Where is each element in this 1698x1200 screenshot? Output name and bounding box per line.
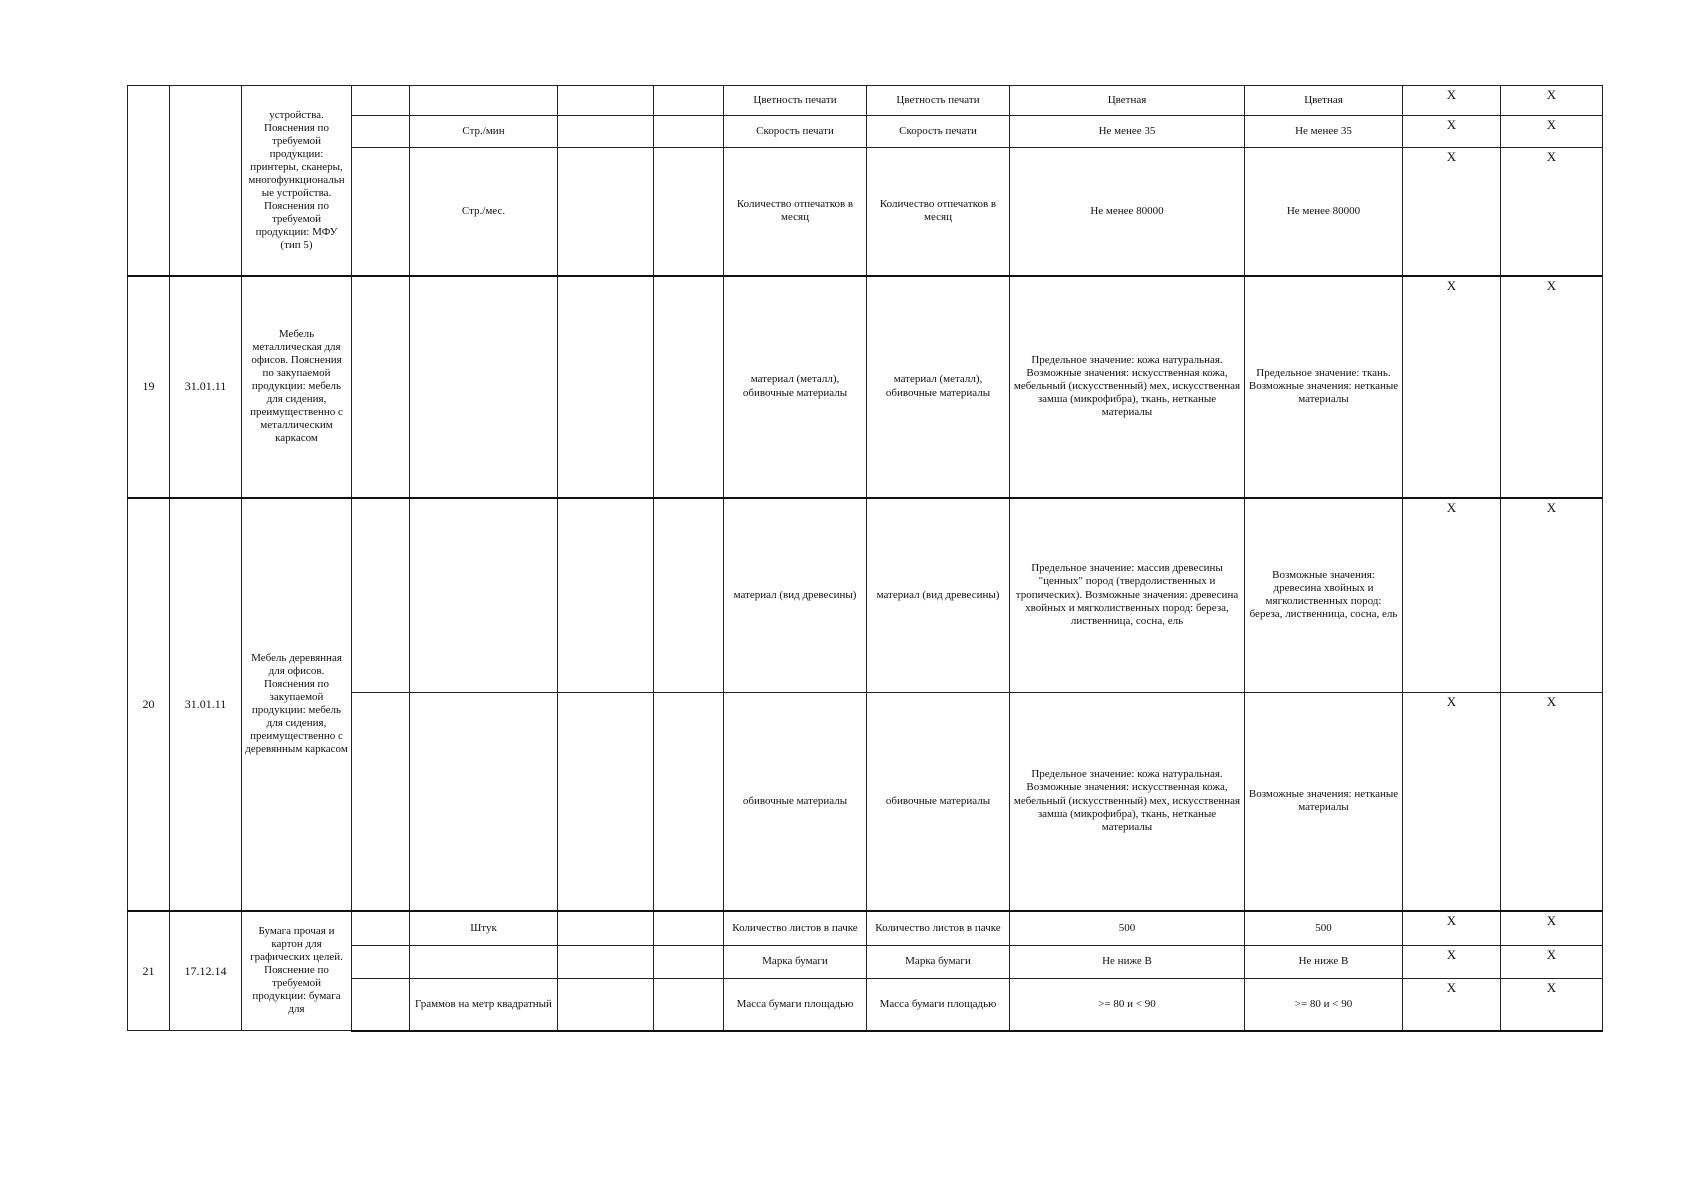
mark-cell: X (1403, 946, 1501, 979)
product-description: Бумага прочая и картон для графических целей. Пояснение по требуемой продукции: бумага для (242, 911, 352, 1031)
value-cell: 500 (1010, 911, 1245, 946)
characteristic-cell: Количество отпечатков в месяц (724, 148, 867, 276)
unit-name-cell: Стр./мин (410, 116, 558, 148)
unit-code-cell (352, 276, 410, 498)
product-description: Мебель деревянная для офисов. Пояснения по закупаемой продукции: мебель для сидения, преимущественно с деревянным каркасом (242, 498, 352, 911)
okpd-code: 31.01.11 (170, 498, 242, 911)
okpd-code-cell (170, 86, 242, 276)
mark-cell: X (1501, 979, 1603, 1031)
unit-name-cell: Граммов на метр квадратный (410, 979, 558, 1031)
characteristic-cell: Цветность печати (867, 86, 1010, 116)
requirement-cell (558, 946, 654, 979)
characteristic-cell: Масса бумаги площадью (867, 979, 1010, 1031)
characteristic-cell: обивочные материалы (724, 693, 867, 911)
value-cell: Предельное значение: массив древесины "ценных" пород (твердолиственных и тропических). Возможные значения: древесина хвойных и мягколиственных пород: береза, лиственница, сосна, ель (1010, 498, 1245, 693)
requirement-cell (654, 693, 724, 911)
value-cell: Не ниже В (1010, 946, 1245, 979)
requirement-cell (654, 116, 724, 148)
unit-code-cell (352, 498, 410, 693)
mark-cell: X (1501, 946, 1603, 979)
characteristic-cell: Марка бумаги (724, 946, 867, 979)
requirement-cell (558, 148, 654, 276)
value-cell: 500 (1245, 911, 1403, 946)
unit-code-cell (352, 979, 410, 1031)
requirement-cell (654, 498, 724, 693)
characteristic-cell: материал (металл), обивочные материалы (724, 276, 867, 498)
characteristic-cell: Количество отпечатков в месяц (867, 148, 1010, 276)
value-cell: Предельное значение: кожа натуральная. Возможные значения: искусственная кожа, мебельный (искусственный) мех, искусственная замша (микрофибра), ткань, нетканые материалы (1010, 693, 1245, 911)
characteristic-cell: материал (вид древесины) (724, 498, 867, 693)
mark-cell: X (1501, 148, 1603, 276)
mark-cell: X (1403, 116, 1501, 148)
requirement-cell (558, 498, 654, 693)
table-row (128, 498, 1603, 693)
characteristic-cell: Марка бумаги (867, 946, 1010, 979)
unit-name-cell (410, 498, 558, 693)
table-row (128, 86, 1603, 116)
requirement-cell (654, 911, 724, 946)
requirements-table (127, 85, 1603, 1032)
requirement-cell (654, 276, 724, 498)
table-row (128, 276, 1603, 498)
value-cell: Предельное значение: ткань. Возможные значения: нетканые материалы (1245, 276, 1403, 498)
unit-code-cell (352, 86, 410, 116)
characteristic-cell: обивочные материалы (867, 693, 1010, 911)
mark-cell: X (1501, 86, 1603, 116)
unit-name-cell (410, 946, 558, 979)
value-cell: Не менее 35 (1245, 116, 1403, 148)
value-cell: Цветная (1010, 86, 1245, 116)
product-description: Мебель металлическая для офисов. Пояснения по закупаемой продукции: мебель для сидения, преимущественно с металлическим каркасом (242, 276, 352, 498)
row-number: 20 (128, 498, 170, 911)
mark-cell: X (1403, 276, 1501, 498)
requirement-cell (654, 979, 724, 1031)
mark-cell: X (1403, 693, 1501, 911)
characteristic-cell: материал (металл), обивочные материалы (867, 276, 1010, 498)
mark-cell: X (1403, 979, 1501, 1031)
characteristic-cell: Скорость печати (867, 116, 1010, 148)
row-number-cell (128, 86, 170, 276)
okpd-code: 17.12.14 (170, 911, 242, 1031)
value-cell: Возможные значения: древесина хвойных и мягколиственных пород: береза, лиственница, сосна, ель (1245, 498, 1403, 693)
requirement-cell (558, 276, 654, 498)
unit-code-cell (352, 693, 410, 911)
unit-code-cell (352, 148, 410, 276)
value-cell: Предельное значение: кожа натуральная. Возможные значения: искусственная кожа, мебельный (искусственный) мех, искусственная замша (микрофибра), ткань, нетканые материалы (1010, 276, 1245, 498)
value-cell: Цветная (1245, 86, 1403, 116)
value-cell: Не ниже В (1245, 946, 1403, 979)
unit-name-cell: Стр./мес. (410, 148, 558, 276)
characteristic-cell: Количество листов в пачке (867, 911, 1010, 946)
row-number: 19 (128, 276, 170, 498)
value-cell: >= 80 и < 90 (1010, 979, 1245, 1031)
requirement-cell (654, 148, 724, 276)
requirement-cell (558, 693, 654, 911)
characteristic-cell: материал (вид древесины) (867, 498, 1010, 693)
requirement-cell (558, 911, 654, 946)
requirement-cell (654, 946, 724, 979)
unit-name-cell (410, 693, 558, 911)
value-cell: Возможные значения: нетканые материалы (1245, 693, 1403, 911)
requirement-cell (654, 86, 724, 116)
characteristic-cell: Масса бумаги площадью (724, 979, 867, 1031)
unit-name-cell: Штук (410, 911, 558, 946)
mark-cell: X (1501, 498, 1603, 693)
characteristic-cell: Количество листов в пачке (724, 911, 867, 946)
value-cell: Не менее 35 (1010, 116, 1245, 148)
table-row (128, 911, 1603, 946)
mark-cell: X (1403, 498, 1501, 693)
mark-cell: X (1403, 86, 1501, 116)
product-description: устройства. Пояснения по требуемой продукции: принтеры, сканеры, многофункциональные устройства. Пояснения по требуемой продукции: МФУ (тип 5) (242, 86, 352, 276)
mark-cell: X (1501, 911, 1603, 946)
requirement-cell (558, 979, 654, 1031)
unit-code-cell (352, 946, 410, 979)
unit-code-cell (352, 911, 410, 946)
mark-cell: X (1501, 693, 1603, 911)
unit-name-cell (410, 86, 558, 116)
requirement-cell (558, 116, 654, 148)
mark-cell: X (1501, 116, 1603, 148)
okpd-code: 31.01.11 (170, 276, 242, 498)
characteristic-cell: Цветность печати (724, 86, 867, 116)
row-number: 21 (128, 911, 170, 1031)
requirement-cell (558, 86, 654, 116)
characteristic-cell: Скорость печати (724, 116, 867, 148)
value-cell: >= 80 и < 90 (1245, 979, 1403, 1031)
value-cell: Не менее 80000 (1245, 148, 1403, 276)
mark-cell: X (1403, 911, 1501, 946)
mark-cell: X (1403, 148, 1501, 276)
value-cell: Не менее 80000 (1010, 148, 1245, 276)
unit-code-cell (352, 116, 410, 148)
unit-name-cell (410, 276, 558, 498)
mark-cell: X (1501, 276, 1603, 498)
